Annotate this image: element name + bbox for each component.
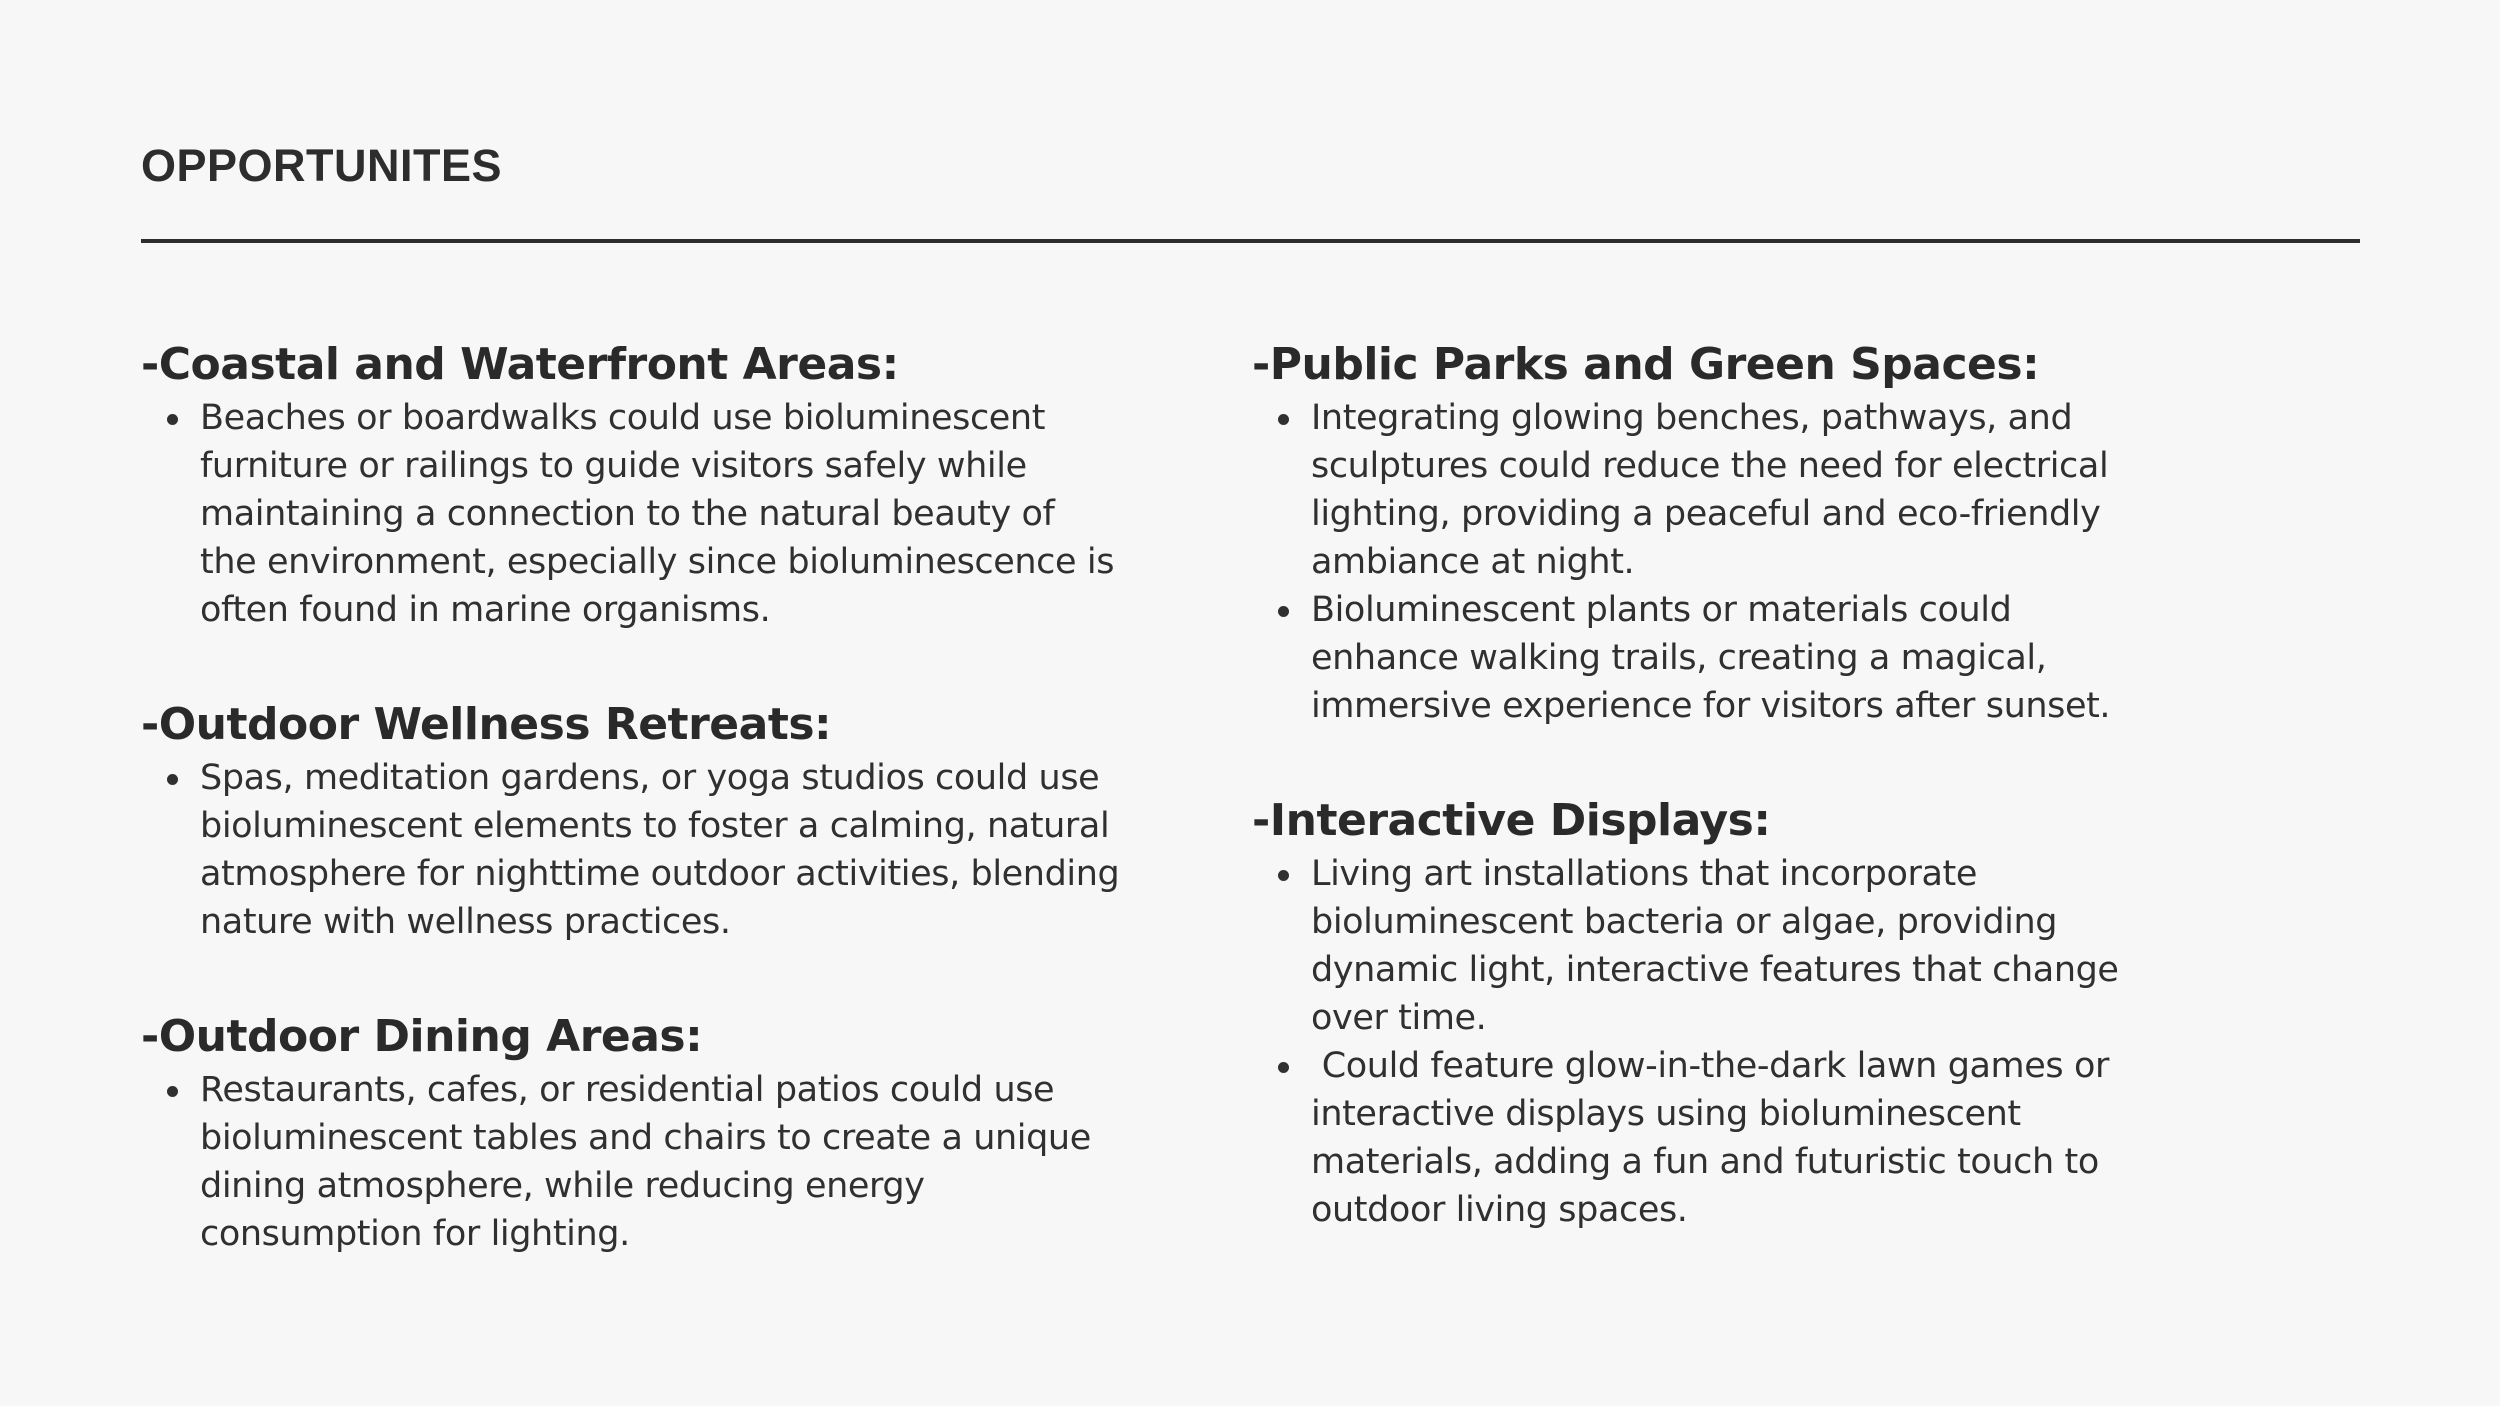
section-coastal-waterfront (141, 336, 1141, 634)
bullet-dot-icon (167, 414, 178, 425)
section-heading: -Outdoor Dining Areas: (141, 1011, 703, 1062)
bullet-list (141, 754, 1121, 946)
bullet-dot-icon (1278, 870, 1289, 881)
bullet-text: Living art installations that incorporate bioluminescent bacteria or algae, providing dynamic light, interactive features that change over time. (1311, 854, 2119, 1038)
bullet-item (1252, 394, 2132, 586)
bullet-text: Spas, meditation gardens, or yoga studios could use bioluminescent elements to foster a calming, natural atmosphere for nighttime outdoor activities, blending nature with wellness practices. (200, 758, 1120, 942)
bullet-item (141, 1066, 1121, 1258)
section-public-parks (1252, 336, 2252, 730)
left-column (141, 336, 1141, 1258)
section-heading: -Interactive Displays: (1252, 795, 1771, 846)
section-outdoor-dining (141, 1008, 1141, 1258)
bullet-dot-icon (1278, 414, 1289, 425)
section-heading: -Public Parks and Green Spaces: (1252, 339, 2040, 390)
bullet-item (1252, 850, 2152, 1042)
bullet-item (141, 754, 1121, 946)
bullet-list (1252, 394, 2132, 730)
bullet-text: Bioluminescent plants or materials could enhance walking trails, creating a magical, immersive experience for visitors after sunset. (1311, 590, 2111, 726)
section-heading: -Outdoor Wellness Retreats: (141, 699, 832, 750)
bullet-list (141, 394, 1121, 634)
section-heading: -Coastal and Waterfront Areas: (141, 339, 899, 390)
section-outdoor-wellness (141, 696, 1141, 946)
right-column (1252, 336, 2252, 1234)
bullet-text: Beaches or boardwalks could use bioluminescent furniture or railings to guide visitors safely while maintaining a connection to the natural beauty of the environment, especially since bioluminescence is often found in marine organisms. (200, 398, 1115, 630)
bullet-text: Integrating glowing benches, pathways, and sculptures could reduce the need for electrical lighting, providing a peaceful and eco-friendly ambiance at night. (1311, 398, 2109, 582)
section-interactive-displays (1252, 792, 2252, 1234)
bullet-dot-icon (1278, 606, 1289, 617)
bullet-item (1252, 1042, 2152, 1234)
bullet-dot-icon (167, 1086, 178, 1097)
bullet-text: Restaurants, cafes, or residential patios could use bioluminescent tables and chairs to create a unique dining atmosphere, while reducing energy consumption for lighting. (200, 1070, 1091, 1254)
bullet-dot-icon (167, 774, 178, 785)
bullet-item (1252, 586, 2132, 730)
bullet-list (1252, 850, 2152, 1234)
bullet-list (141, 1066, 1121, 1258)
page-title: OPPORTUNITES (141, 140, 503, 191)
bullet-dot-icon (1278, 1062, 1289, 1073)
bullet-text: Could feature glow-in-the-dark lawn games or interactive displays using bioluminescent materials, adding a fun and futuristic touch to outdoor living spaces. (1311, 1046, 2120, 1230)
bullet-item (141, 394, 1121, 634)
title-divider (141, 239, 2360, 243)
